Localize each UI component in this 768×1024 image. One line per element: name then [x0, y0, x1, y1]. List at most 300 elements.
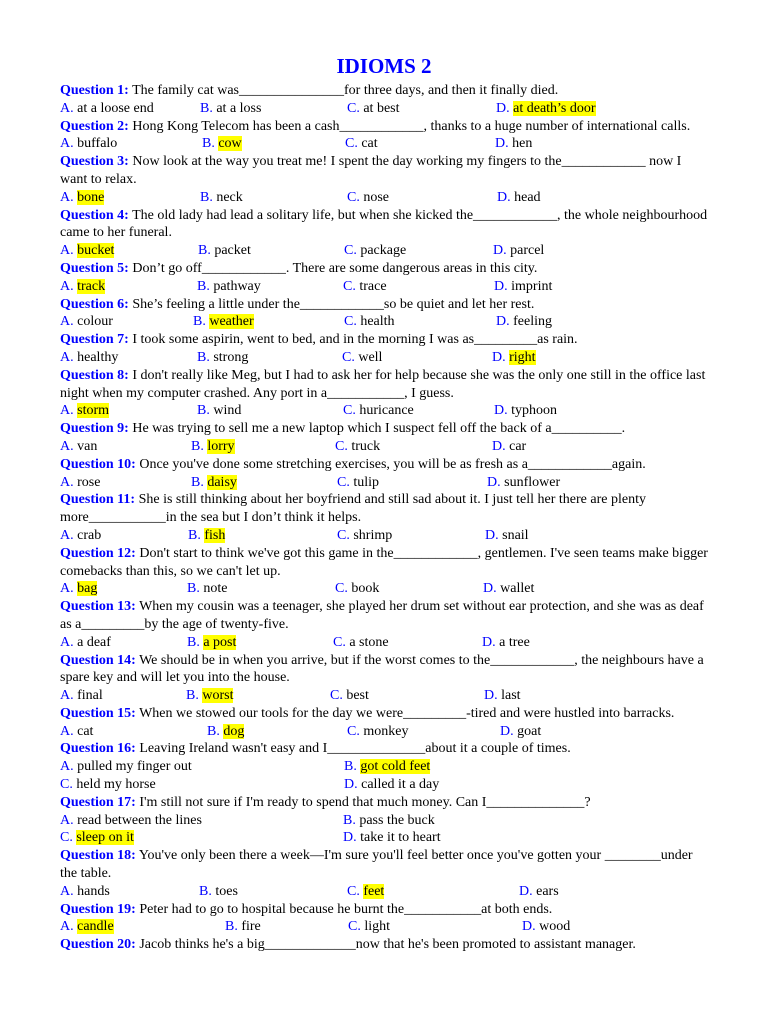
option-text: snail: [502, 527, 529, 543]
question-label: Question 20:: [60, 937, 136, 953]
options-row: [60, 687, 708, 705]
answer-option[interactable]: [344, 242, 493, 260]
answer-option[interactable]: [494, 278, 552, 296]
answer-option[interactable]: [347, 883, 519, 901]
question-text: I took some aspirin, went to bed, and in the morning I was as_________as rain.: [132, 332, 578, 348]
answer-option[interactable]: [337, 527, 485, 545]
answer-option[interactable]: [60, 580, 187, 598]
option-letter: C.: [337, 527, 350, 543]
question-label: Question 12:: [60, 545, 136, 561]
option-letter: C.: [60, 777, 73, 793]
option-text: monkey: [363, 723, 409, 739]
question-text: She’s feeling a little under the____________so be quiet and let her rest.: [132, 296, 535, 312]
answer-option[interactable]: [492, 349, 536, 367]
answer-option[interactable]: [494, 402, 557, 420]
option-letter: D.: [492, 438, 506, 454]
question-label: Question 15:: [60, 705, 136, 721]
option-text-highlighted: daisy: [207, 474, 237, 490]
option-text: light: [364, 919, 391, 935]
answer-option[interactable]: [60, 918, 225, 936]
question-stem: [60, 260, 708, 278]
option-letter: C.: [343, 403, 356, 419]
option-letter: D.: [497, 189, 511, 205]
answer-option[interactable]: [187, 634, 333, 652]
option-letter: B.: [199, 883, 212, 899]
option-text: book: [351, 581, 380, 597]
answer-option[interactable]: [492, 438, 526, 456]
question-text: You've only been there a week—I'm sure you'll feel better once you've gotten your ________under the table.: [60, 848, 693, 882]
option-text: a tree: [499, 634, 530, 650]
option-letter: A.: [60, 136, 74, 152]
answer-option[interactable]: [207, 723, 347, 741]
option-letter: B.: [197, 349, 210, 365]
question-block: [60, 367, 708, 420]
answer-option[interactable]: [197, 349, 342, 367]
answer-option[interactable]: [496, 100, 596, 118]
question-label: Question 14:: [60, 652, 136, 668]
option-text: best: [346, 688, 369, 704]
option-text-highlighted: a post: [203, 634, 237, 650]
options-row: [60, 812, 708, 830]
option-letter: A.: [60, 688, 74, 704]
question-label: Question 4:: [60, 207, 129, 223]
answer-option[interactable]: [347, 723, 500, 741]
question-label: Question 9:: [60, 421, 129, 437]
option-text: head: [514, 189, 541, 205]
answer-option[interactable]: [343, 278, 494, 296]
question-label: Question 11:: [60, 492, 136, 508]
option-letter: A.: [60, 812, 74, 828]
answer-option[interactable]: [344, 313, 496, 331]
option-letter: D.: [487, 474, 501, 490]
option-text-highlighted: candle: [77, 919, 114, 935]
question-text: Now look at the way you treat me! I spent the day working my fingers to the____________ now I want to relax.: [60, 154, 682, 187]
answer-option[interactable]: [493, 242, 544, 260]
answer-option[interactable]: [335, 438, 492, 456]
option-letter: B.: [200, 100, 213, 116]
option-letter: D.: [494, 278, 508, 294]
question-stem: [60, 491, 708, 527]
answer-option[interactable]: [60, 687, 186, 705]
answer-option[interactable]: [330, 687, 484, 705]
option-letter: A.: [60, 189, 74, 205]
option-letter: B.: [191, 438, 204, 454]
answer-option[interactable]: [495, 135, 532, 153]
question-list: [60, 82, 708, 954]
option-text: strong: [213, 349, 249, 365]
question-block: [60, 794, 708, 847]
option-letter: D.: [496, 314, 510, 330]
options-row: [60, 776, 708, 794]
answer-option[interactable]: [500, 723, 541, 741]
option-text: cat: [77, 723, 94, 739]
answer-option[interactable]: [60, 402, 197, 420]
options-row: [60, 242, 708, 260]
answer-option[interactable]: [197, 402, 343, 420]
option-text: last: [501, 688, 521, 704]
option-letter: C.: [330, 688, 343, 704]
question-block: [60, 936, 708, 954]
answer-option[interactable]: [343, 829, 441, 847]
answer-option[interactable]: [193, 313, 344, 331]
answer-option[interactable]: [60, 278, 197, 296]
option-text-highlighted: right: [509, 349, 536, 365]
option-letter: C.: [347, 723, 360, 739]
question-stem: [60, 367, 708, 403]
option-text: pathway: [213, 278, 261, 294]
option-text: a stone: [349, 634, 389, 650]
option-text: typhoon: [511, 403, 558, 419]
answer-option[interactable]: [200, 100, 347, 118]
option-letter: C.: [60, 830, 73, 846]
answer-option[interactable]: [344, 776, 439, 794]
question-text: Jacob thinks he's a big_____________now that he's been promoted to assistant manager.: [139, 937, 636, 953]
option-text: toes: [215, 883, 238, 899]
answer-option[interactable]: [200, 189, 347, 207]
option-text: read between the lines: [77, 812, 202, 828]
options-row: [60, 278, 708, 296]
answer-option[interactable]: [347, 189, 497, 207]
option-text: feeling: [513, 314, 552, 330]
answer-option[interactable]: [482, 634, 530, 652]
question-label: Question 17:: [60, 794, 136, 810]
question-stem: [60, 598, 708, 634]
options-row: [60, 135, 708, 153]
option-letter: A.: [60, 474, 74, 490]
option-text: ears: [536, 883, 559, 899]
question-block: [60, 82, 708, 118]
answer-option[interactable]: [60, 349, 197, 367]
option-letter: C.: [344, 243, 357, 259]
option-text: nose: [363, 189, 390, 205]
option-letter: A.: [60, 403, 74, 419]
answer-option[interactable]: [191, 438, 335, 456]
question-stem: [60, 936, 708, 954]
option-letter: A.: [60, 883, 74, 899]
question-stem: [60, 82, 708, 100]
option-letter: C.: [347, 100, 360, 116]
answer-option[interactable]: [60, 723, 207, 741]
option-text: truck: [351, 438, 381, 454]
question-block: [60, 847, 708, 900]
question-text: When we stowed our tools for the day we were_________-tired and were hustled into barracks.: [139, 705, 675, 721]
option-text: rose: [77, 474, 101, 490]
option-text: parcel: [510, 243, 545, 259]
option-letter: A.: [60, 723, 74, 739]
option-text: wind: [213, 403, 242, 419]
question-text: She is still thinking about her boyfriend and still sad about it. I just tell her there are plenty more___________in the sea but I don’t think it helps.: [60, 492, 646, 526]
question-text: Leaving Ireland wasn't easy and I______________about it a couple of times.: [139, 741, 571, 757]
question-stem: [60, 331, 708, 349]
options-row: [60, 634, 708, 652]
answer-option[interactable]: [202, 135, 345, 153]
question-block: [60, 545, 708, 598]
question-stem: [60, 901, 708, 919]
option-letter: C.: [333, 634, 346, 650]
answer-option[interactable]: [60, 776, 344, 794]
answer-option[interactable]: [487, 474, 560, 492]
answer-option[interactable]: [497, 189, 541, 207]
option-letter: A.: [60, 278, 74, 294]
question-label: Question 8:: [60, 367, 129, 383]
option-text: health: [360, 314, 395, 330]
option-letter: A.: [60, 759, 74, 775]
option-text-highlighted: sleep on it: [76, 830, 134, 846]
option-letter: D.: [500, 723, 514, 739]
option-text: well: [358, 349, 383, 365]
answer-option[interactable]: [60, 100, 200, 118]
option-text-highlighted: worst: [202, 688, 234, 704]
question-block: [60, 331, 708, 367]
question-label: Question 5:: [60, 260, 129, 276]
option-text-highlighted: track: [77, 278, 106, 294]
question-label: Question 6:: [60, 296, 129, 312]
answer-option[interactable]: [191, 474, 337, 492]
question-block: [60, 207, 708, 260]
option-letter: D.: [484, 688, 498, 704]
option-text: wallet: [500, 581, 535, 597]
option-letter: D.: [343, 830, 357, 846]
question-text: Don't start to think we've got this game in the____________, gentlemen. I've seen teams make bigger comebacks than this, so we can't let up.: [60, 545, 708, 579]
option-text-highlighted: fish: [204, 527, 226, 543]
answer-option[interactable]: [344, 758, 430, 776]
answer-option[interactable]: [343, 812, 435, 830]
options-row: [60, 474, 708, 492]
question-text: I don't really like Meg, but I had to ask her for help because she was the only one still in the office last night when my computer crashed. Any port in a___________, I guess.: [60, 367, 706, 401]
answer-option[interactable]: [335, 580, 483, 598]
option-text-highlighted: feet: [363, 883, 385, 899]
question-text: We should be in when you arrive, but if the worst comes to the____________, the neighbours have a spare key and will let you into the house.: [60, 652, 704, 686]
question-stem: [60, 153, 708, 189]
question-text: Don’t go off____________. There are some dangerous areas in this city.: [132, 260, 538, 276]
option-letter: C.: [335, 581, 348, 597]
answer-option[interactable]: [522, 918, 570, 936]
option-letter: D.: [483, 581, 497, 597]
question-stem: [60, 705, 708, 723]
answer-option[interactable]: [60, 883, 199, 901]
option-text: trace: [359, 278, 387, 294]
option-letter: D.: [344, 777, 358, 793]
option-text: cat: [361, 136, 378, 152]
question-text: Once you've done some stretching exercises, you will be as fresh as a____________again.: [139, 456, 646, 472]
option-text: healthy: [77, 349, 119, 365]
option-text-highlighted: weather: [209, 314, 254, 330]
answer-option[interactable]: [186, 687, 330, 705]
question-stem: [60, 740, 708, 758]
options-row: [60, 527, 708, 545]
option-letter: B.: [207, 723, 220, 739]
option-text: colour: [77, 314, 113, 330]
answer-option[interactable]: [342, 349, 492, 367]
option-text: neck: [216, 189, 243, 205]
answer-option[interactable]: [345, 135, 495, 153]
question-label: Question 19:: [60, 901, 136, 917]
option-text: wood: [539, 919, 571, 935]
option-letter: A.: [60, 438, 74, 454]
answer-option[interactable]: [60, 758, 344, 776]
options-row: [60, 402, 708, 420]
option-text-highlighted: lorry: [207, 438, 235, 454]
question-block: [60, 705, 708, 741]
answer-option[interactable]: [60, 812, 343, 830]
options-row: [60, 438, 708, 456]
option-letter: A.: [60, 100, 74, 116]
question-label: Question 18:: [60, 848, 136, 864]
option-letter: C.: [347, 189, 360, 205]
answer-option[interactable]: [199, 883, 347, 901]
options-row: [60, 883, 708, 901]
option-text: package: [360, 243, 407, 259]
page-title: IDIOMS 2: [336, 54, 432, 78]
answer-option[interactable]: [197, 278, 343, 296]
option-text-highlighted: dog: [223, 723, 245, 739]
option-letter: B.: [188, 527, 201, 543]
answer-option[interactable]: [483, 580, 534, 598]
option-text: take it to heart: [360, 830, 441, 846]
question-stem: [60, 456, 708, 474]
option-text: packet: [214, 243, 251, 259]
question-label: Question 7:: [60, 332, 129, 348]
question-stem: [60, 296, 708, 314]
question-label: Question 16:: [60, 741, 136, 757]
option-text: sunflower: [504, 474, 561, 490]
option-letter: B.: [187, 634, 200, 650]
answer-option[interactable]: [337, 474, 487, 492]
options-row: [60, 580, 708, 598]
option-letter: C.: [348, 919, 361, 935]
option-letter: B.: [187, 581, 200, 597]
question-label: Question 10:: [60, 456, 136, 472]
question-block: [60, 491, 708, 544]
option-letter: C.: [335, 438, 348, 454]
question-block: [60, 598, 708, 651]
answer-option[interactable]: [60, 474, 191, 492]
answer-option[interactable]: [496, 313, 552, 331]
answer-option[interactable]: [343, 402, 494, 420]
answer-option[interactable]: [188, 527, 337, 545]
option-letter: A.: [60, 314, 74, 330]
option-text: held my horse: [76, 777, 156, 793]
question-text: Hong Kong Telecom has been a cash____________, thanks to a huge number of international calls.: [132, 118, 691, 134]
option-text: goat: [517, 723, 542, 739]
answer-option[interactable]: [60, 829, 343, 847]
question-label: Question 2:: [60, 118, 129, 134]
question-block: [60, 456, 708, 492]
option-letter: D.: [493, 243, 507, 259]
question-block: [60, 652, 708, 705]
option-letter: C.: [347, 883, 360, 899]
option-letter: B.: [191, 474, 204, 490]
question-block: [60, 420, 708, 456]
option-text: shrimp: [353, 527, 393, 543]
answer-option[interactable]: [60, 438, 191, 456]
options-row: [60, 723, 708, 741]
answer-option[interactable]: [333, 634, 482, 652]
option-letter: C.: [345, 136, 358, 152]
question-label: Question 3:: [60, 154, 129, 170]
question-text: He was trying to sell me a new laptop which I suspect fell off the back of a__________.: [132, 421, 626, 437]
option-text-highlighted: bucket: [77, 243, 115, 259]
question-block: [60, 901, 708, 937]
answer-option[interactable]: [60, 634, 187, 652]
option-text: hen: [512, 136, 533, 152]
option-letter: D.: [495, 136, 509, 152]
option-text: at a loss: [216, 100, 262, 116]
answer-option[interactable]: [484, 687, 521, 705]
option-letter: B.: [193, 314, 206, 330]
question-stem: [60, 118, 708, 136]
option-letter: D.: [485, 527, 499, 543]
option-letter: C.: [342, 349, 355, 365]
option-letter: D.: [494, 403, 508, 419]
option-letter: A.: [60, 527, 74, 543]
options-row: [60, 758, 708, 776]
option-letter: D.: [522, 919, 536, 935]
option-letter: D.: [496, 100, 510, 116]
question-block: [60, 153, 708, 206]
option-text: final: [77, 688, 103, 704]
option-text: crab: [77, 527, 102, 543]
answer-option[interactable]: [485, 527, 529, 545]
option-text: pass the buck: [359, 812, 435, 828]
question-label: Question 1:: [60, 83, 129, 98]
answer-option[interactable]: [347, 100, 496, 118]
answer-option[interactable]: [60, 313, 193, 331]
option-text: at best: [363, 100, 400, 116]
option-letter: B.: [344, 759, 357, 775]
question-stem: [60, 847, 708, 883]
question-stem: [60, 794, 708, 812]
option-letter: B.: [197, 278, 210, 294]
option-letter: C.: [344, 314, 357, 330]
question-stem: [60, 545, 708, 581]
option-text-highlighted: storm: [77, 403, 110, 419]
option-text: buffalo: [77, 136, 118, 152]
option-letter: B.: [200, 189, 213, 205]
option-text: hands: [77, 883, 110, 899]
question-stem: [60, 207, 708, 243]
question-block: [60, 118, 708, 154]
question-text: When my cousin was a teenager, she played her drum set without ear protection, and she was as deaf as a_________by the age of twenty-five.: [60, 599, 704, 632]
answer-option[interactable]: [60, 135, 202, 153]
answer-option[interactable]: [348, 918, 522, 936]
answer-option[interactable]: [187, 580, 335, 598]
question-text: The old lady had lead a solitary life, but when she kicked the____________, the whole neighbourhood came to her funeral.: [60, 207, 708, 241]
answer-option[interactable]: [60, 189, 200, 207]
answer-option[interactable]: [519, 883, 559, 901]
option-text: car: [509, 438, 527, 454]
option-letter: C.: [343, 278, 356, 294]
answer-option[interactable]: [60, 527, 188, 545]
answer-option[interactable]: [198, 242, 344, 260]
options-row: [60, 189, 708, 207]
option-text-highlighted: got cold feet: [360, 759, 431, 775]
option-letter: C.: [337, 474, 350, 490]
question-block: [60, 740, 708, 793]
option-letter: A.: [60, 349, 74, 365]
answer-option[interactable]: [60, 242, 198, 260]
option-letter: B.: [202, 136, 215, 152]
question-label: Question 13:: [60, 599, 136, 615]
question-stem: [60, 652, 708, 688]
options-row: [60, 100, 708, 118]
option-text: called it a day: [361, 777, 440, 793]
answer-option[interactable]: [225, 918, 348, 936]
question-stem: [60, 420, 708, 438]
option-text-highlighted: at death’s door: [513, 100, 596, 116]
option-letter: B.: [186, 688, 199, 704]
options-row: [60, 918, 708, 936]
